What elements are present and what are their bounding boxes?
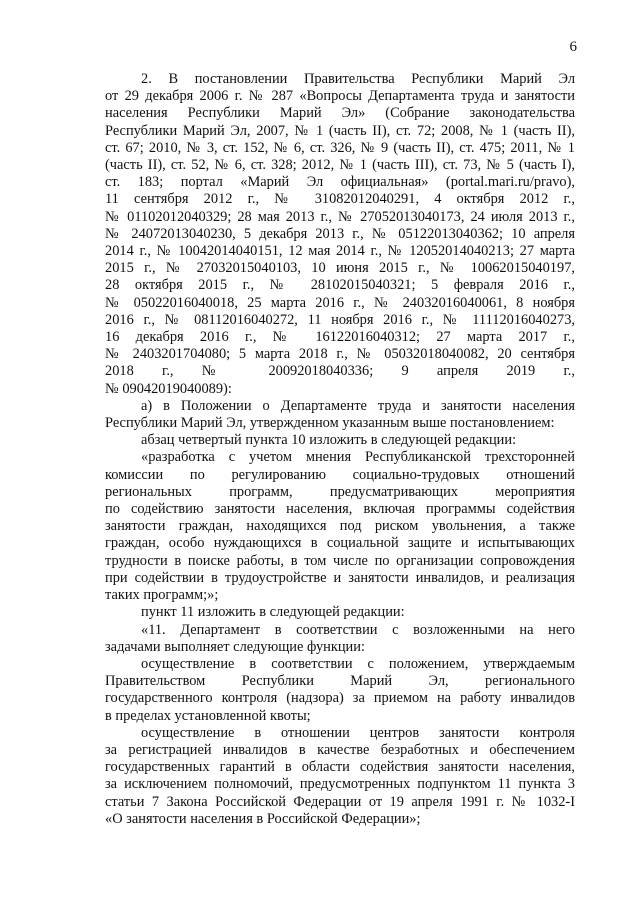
text-line: таких программ;»; — [105, 587, 219, 604]
text-line: за регистрацией инвалидов в качестве безработных и обеспечением — [105, 741, 575, 758]
document-body — [105, 71, 575, 828]
text-line: «О занятости населения в Российской Федерации»; — [105, 810, 421, 827]
text-line: 2018 г., № 20092018040336; 9 апреля 2019 г., — [105, 363, 575, 380]
text-line: 2016 г., № 08112016040272, 11 ноября 2016 г., № 11112016040273, — [105, 311, 575, 328]
text-line: 2015 г., № 27032015040103, 10 июня 2015 г., № 10062015040197, — [105, 260, 575, 277]
text-line: от 29 декабря 2006 г. № 287 «Вопросы Департамента труда и занятости — [105, 88, 575, 105]
text-line: № 05022016040018, 25 марта 2016 г., № 24032016040061, 8 ноября — [105, 294, 575, 311]
text-line: комиссии по регулированию социально-трудовых отношений — [105, 466, 575, 483]
text-line: 2. В постановлении Правительства Республики Марий Эл — [141, 71, 575, 87]
text-line: № 2403201704080; 5 марта 2018 г., № 05032018040082, 20 сентября — [105, 346, 575, 363]
text-line: а) в Положении о Департаменте труда и занятости населения — [141, 397, 575, 414]
text-line: № 09042019040089): — [105, 380, 232, 397]
text-line: статьи 7 Закона Российской Федерации от 19 апреля 1991 г. № 1032-I — [105, 793, 575, 810]
text-line: по содействию занятости населения, включая программы содействия — [105, 501, 575, 518]
text-line: занятости граждан, находящихся под риском увольнения, а также — [105, 518, 575, 535]
text-line: ст. 67; 2010, № 3, ст. 152, № 6, ст. 326, № 9 (часть II), ст. 475; 2011, № 1 — [105, 139, 575, 156]
text-line: «разработка с учетом мнения Республиканской трехсторонней — [141, 449, 575, 466]
text-line: 28 октября 2015 г., № 28102015040321; 5 февраля 2016 г., — [105, 277, 575, 294]
text-line: государственных гарантий в области содействия занятости населения, — [105, 759, 575, 776]
text-line: государственного контроля (надзора) за приемом на работу инвалидов — [105, 690, 575, 707]
text-line: в пределах установленной квоты; — [105, 707, 311, 724]
text-line: № 01102012040329; 28 мая 2013 г., № 27052013040173, 24 июля 2013 г., — [105, 208, 575, 225]
page-number: 6 — [569, 39, 577, 55]
text-line: № 24072013040230, 5 декабря 2013 г., № 05122013040362; 10 апреля — [105, 225, 575, 242]
text-line: задачами выполняет следующие функции: — [105, 638, 365, 655]
text-line: 16 декабря 2016 г., № 16122016040312; 27 марта 2017 г., — [105, 329, 575, 346]
text-line: пункт 11 изложить в следующей редакции: — [141, 604, 405, 621]
text-line: «11. Департамент в соответствии с возложенными на него — [141, 621, 575, 638]
text-line: региональных программ, предусматривающих мероприятия — [105, 483, 575, 500]
text-line: при содействии в трудоустройстве и занятости инвалидов, и реализация — [105, 569, 575, 586]
text-line: Правительством Республики Марий Эл, регионального — [105, 673, 575, 690]
text-line: осуществление в соответствии с положением, утверждаемым — [141, 655, 575, 672]
text-line: трудности в поиске работы, в том числе по организации сопровождения — [105, 552, 575, 569]
text-line: за исключением полномочий, предусмотренных подпунктом 11 пункта 3 — [105, 776, 575, 793]
text-line: населения Республики Марий Эл» (Собрание законодательства — [105, 105, 575, 122]
text-line: Республики Марий Эл, 2007, № 1 (часть II), ст. 72; 2008, № 1 (часть II), — [105, 122, 575, 139]
text-line: осуществление в отношении центров занятости контроля — [141, 724, 575, 741]
text-line: абзац четвертый пункта 10 изложить в следующей редакции: — [141, 432, 517, 449]
text-line: 2014 г., № 10042014040151, 12 мая 2014 г., № 12052014040213; 27 марта — [105, 243, 575, 260]
text-line: граждан, особо нуждающихся в социальной защите и испытывающих — [105, 535, 575, 552]
text-line: ст. 183; портал «Марий Эл официальная» (portal.mari.ru/pravo), — [105, 174, 575, 191]
text-line: (часть II), ст. 52, № 6, ст. 328; 2012, № 1 (часть III), ст. 73, № 5 (часть I), — [105, 157, 575, 174]
text-line: 11 сентября 2012 г., № 31082012040291, 4 октября 2012 г., — [105, 191, 575, 208]
text-line: Республики Марий Эл, утвержденном указанным выше постановлением: — [105, 415, 555, 432]
